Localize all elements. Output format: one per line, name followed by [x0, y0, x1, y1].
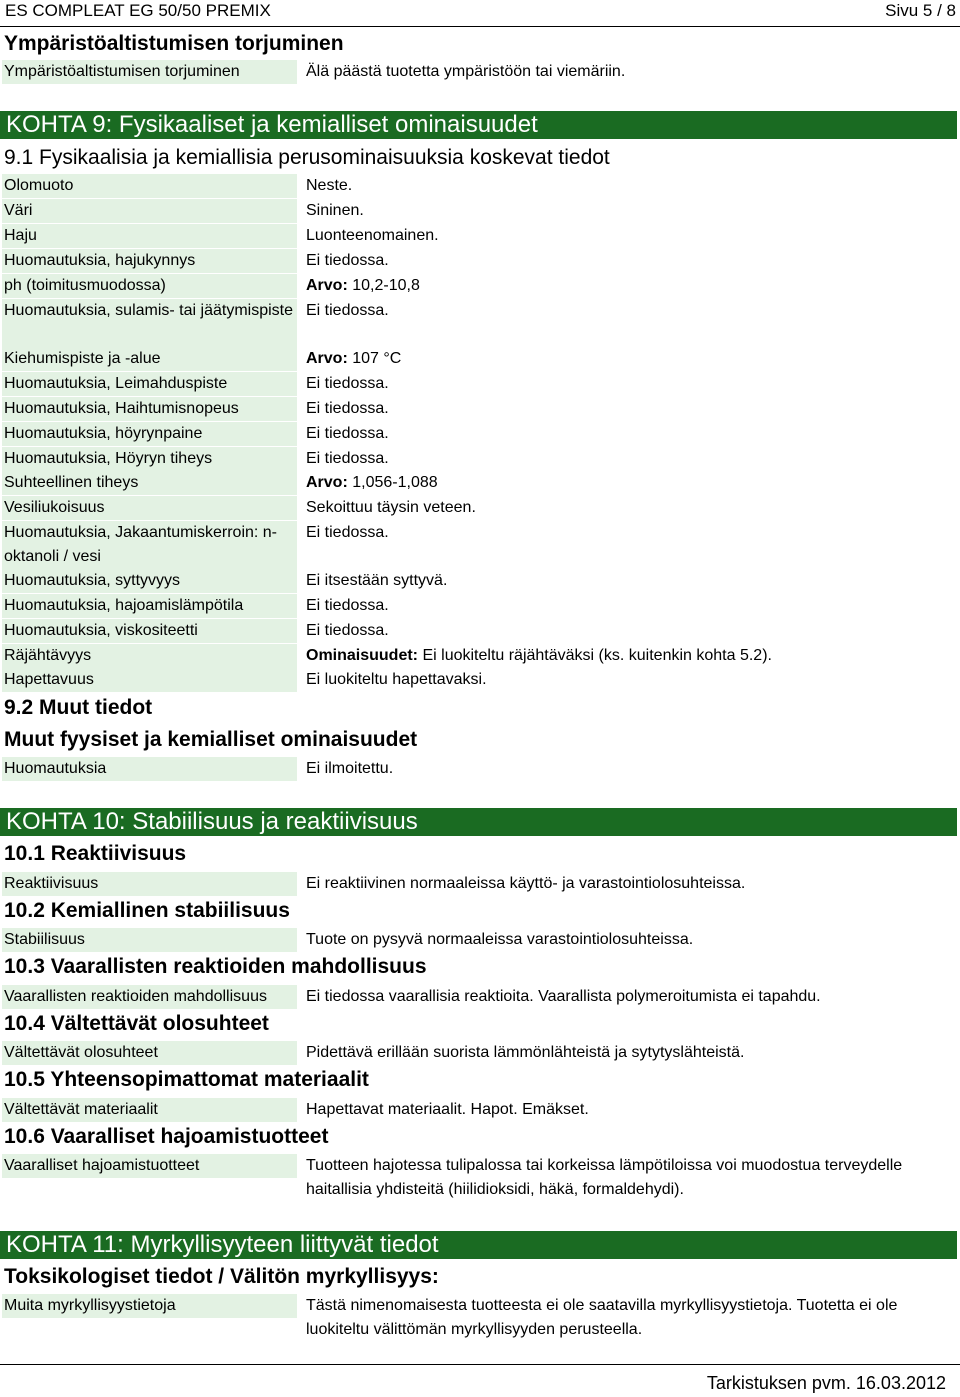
- section-11-bar: KOHTA 11: Myrkyllisyyteen liittyvät tiedot: [0, 1231, 957, 1259]
- section-9-1-heading: 9.1 Fysikaalisia ja kemiallisia perusominaisuuksia koskevat tiedot: [4, 146, 610, 169]
- value-text: Sekoittuu täysin veteen.: [306, 499, 476, 516]
- property-value: Pidettävä erillään suorista lämmönlähteistä ja sytytyslähteistä.: [306, 1044, 745, 1061]
- subsection-heading: 10.2 Kemiallinen stabiilisuus: [4, 899, 290, 922]
- property-value: [306, 471, 438, 495]
- property-label: Huomautuksia, syttyvyys: [2, 569, 297, 593]
- property-value: [306, 619, 389, 643]
- property-value: [306, 496, 476, 520]
- property-value: [306, 174, 352, 198]
- property-value: [306, 521, 389, 545]
- value-text: Ei tiedossa.: [306, 597, 389, 614]
- property-value: [306, 447, 389, 471]
- subsection-heading: 10.3 Vaarallisten reaktioiden mahdollisuus: [4, 955, 427, 978]
- property-label: Huomautuksia, Höyryn tiheys: [2, 447, 297, 471]
- property-label: Vaaralliset hajoamistuotteet: [2, 1154, 297, 1178]
- value-text: 10,2-10,8: [347, 277, 420, 294]
- section-9-bar: KOHTA 9: Fysikaaliset ja kemialliset ominaisuudet: [0, 111, 957, 139]
- other-properties-heading: Muut fyysiset ja kemialliset ominaisuudet: [4, 728, 418, 751]
- value-prefix: Arvo:: [306, 350, 348, 367]
- page-number: Sivu 5 / 8: [885, 1, 956, 20]
- property-value: [306, 299, 389, 323]
- property-value: [306, 274, 420, 298]
- property-value: [306, 347, 401, 371]
- value-text: Luonteenomainen.: [306, 227, 439, 244]
- toxicity-value: Tästä nimenomaisesta tuotteesta ei ole saatavilla myrkyllisyystietoja. Tuotetta ei ole luokiteltu välittömän myrkyllisyyden perusteella.: [306, 1297, 898, 1338]
- toxicity-label: Muita myrkyllisyystietoja: [2, 1294, 297, 1318]
- value-text: Sininen.: [306, 202, 364, 219]
- revision-date: Tarkistuksen pvm. 16.03.2012: [706, 1373, 946, 1393]
- property-label: Olomuoto: [2, 174, 297, 198]
- property-label: Huomautuksia, Leimahduspiste: [2, 372, 297, 396]
- value-text: Ei tiedossa.: [306, 425, 389, 442]
- value-text: Ei tiedossa.: [306, 375, 389, 392]
- value-text: Ei tiedossa.: [306, 302, 389, 319]
- property-label: Vaarallisten reaktioiden mahdollisuus: [2, 985, 297, 1009]
- property-label: Huomautuksia, höyrynpaine: [2, 422, 297, 446]
- value-text: Ei luokiteltu räjähtäväksi (ks. kuitenkin kohta 5.2).: [418, 647, 772, 664]
- property-value: [306, 372, 389, 396]
- subsection-heading: 10.1 Reaktiivisuus: [4, 842, 187, 865]
- value-text: Ei luokiteltu hapettavaksi.: [306, 671, 487, 688]
- property-value: [306, 644, 772, 668]
- property-label: Kiehumispiste ja -alue: [2, 347, 297, 371]
- other-value: Ei ilmoitettu.: [306, 760, 394, 777]
- property-value: [306, 422, 389, 446]
- property-label: Huomautuksia, Jakaantumiskerroin: n-oktanoli / vesi: [2, 521, 297, 569]
- value-text: 1,056-1,088: [347, 474, 438, 491]
- property-label: Räjähtävyys: [2, 644, 297, 668]
- value-text: Ei itsestään syttyvä.: [306, 572, 448, 589]
- value-text: Ei tiedossa.: [306, 450, 389, 467]
- property-label: ph (toimitusmuodossa): [2, 274, 297, 298]
- property-value: Ei reaktiivinen normaaleissa käyttö- ja varastointiolosuhteissa.: [306, 875, 746, 892]
- subsection-heading: 10.5 Yhteensopimattomat materiaalit: [4, 1068, 369, 1091]
- value-prefix: Arvo:: [306, 277, 348, 294]
- property-label: Vesiliukoisuus: [2, 496, 297, 520]
- env-label: Ympäristöaltistumisen torjuminen: [2, 60, 297, 84]
- property-value: [306, 668, 487, 692]
- document-title: ES COMPLEAT EG 50/50 PREMIX: [5, 1, 271, 20]
- property-value: Tuotteen hajotessa tulipalossa tai korkeissa lämpötiloissa voi muodostua terveydelle haitallisia yhdisteitä (hiilidioksidi, häkä, formaldehydi).: [306, 1157, 903, 1198]
- property-label: Vältettävät materiaalit: [2, 1098, 297, 1122]
- value-text: Ei tiedossa.: [306, 252, 389, 269]
- header-divider: [0, 26, 960, 27]
- property-label: Väri: [2, 199, 297, 223]
- property-value: [306, 569, 447, 593]
- env-value: Älä päästä tuotetta ympäristöön tai viemäriin.: [306, 63, 626, 80]
- section-10-bar: KOHTA 10: Stabiilisuus ja reaktiivisuus: [0, 808, 957, 836]
- section-9-2-heading: 9.2 Muut tiedot: [4, 696, 153, 719]
- env-heading: Ympäristöaltistumisen torjuminen: [4, 32, 344, 55]
- property-value: Tuote on pysyvä normaaleissa varastointiolosuhteissa.: [306, 931, 694, 948]
- footer-divider: [0, 1364, 960, 1365]
- value-text: Ei tiedossa.: [306, 524, 389, 541]
- value-text: Ei tiedossa.: [306, 622, 389, 639]
- subsection-heading: 10.6 Vaaralliset hajoamistuotteet: [4, 1125, 329, 1148]
- property-label: Haju: [2, 224, 297, 248]
- value-text: 107 °C: [347, 350, 402, 367]
- property-value: Hapettavat materiaalit. Hapot. Emäkset.: [306, 1101, 589, 1118]
- subsection-heading: 10.4 Vältettävät olosuhteet: [4, 1012, 269, 1035]
- property-label: Suhteellinen tiheys: [2, 471, 297, 495]
- property-value: [306, 249, 389, 273]
- value-prefix: Ominaisuudet:: [306, 647, 419, 664]
- property-value: Ei tiedossa vaarallisia reaktioita. Vaarallista polymeroitumista ei tapahdu.: [306, 988, 821, 1005]
- property-label: Huomautuksia, hajukynnys: [2, 249, 297, 273]
- value-text: Neste.: [306, 177, 353, 194]
- property-value: [306, 594, 389, 618]
- property-label: Huomautuksia, hajoamislämpötila: [2, 594, 297, 618]
- property-label: Huomautuksia, sulamis- tai jäätymispiste: [2, 299, 297, 347]
- property-value: [306, 199, 364, 223]
- property-value: [306, 224, 439, 248]
- property-label: Huomautuksia, viskositeetti: [2, 619, 297, 643]
- property-value: [306, 397, 389, 421]
- property-label: Huomautuksia, Haihtumisnopeus: [2, 397, 297, 421]
- toxicology-heading: Toksikologiset tiedot / Välitön myrkyllisyys:: [4, 1265, 439, 1288]
- value-text: Ei tiedossa.: [306, 400, 389, 417]
- value-prefix: Arvo:: [306, 474, 348, 491]
- property-label: Vältettävät olosuhteet: [2, 1041, 297, 1065]
- other-label: Huomautuksia: [2, 757, 297, 781]
- property-label: Hapettavuus: [2, 668, 297, 692]
- property-label: Reaktiivisuus: [2, 872, 297, 896]
- property-label: Stabiilisuus: [2, 928, 297, 952]
